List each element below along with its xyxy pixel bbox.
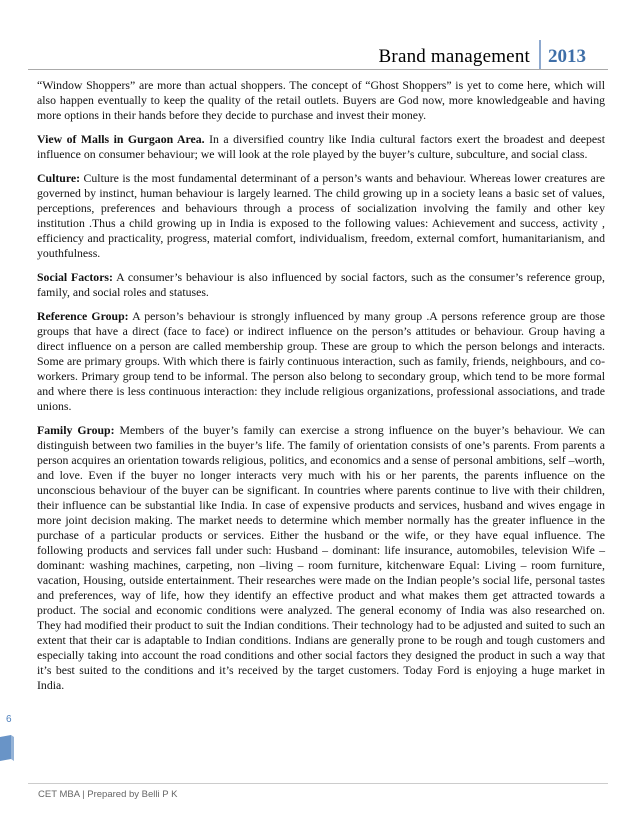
paragraph-heading: Culture: <box>37 171 81 185</box>
paragraph-reference-group <box>37 309 605 414</box>
paragraph-heading: View of Malls in Gurgaon Area. <box>37 132 205 146</box>
page-header <box>379 38 586 70</box>
page-number: 6 <box>6 714 12 725</box>
paragraph-malls <box>37 132 605 162</box>
paragraph-text: Culture is the most fundamental determinant of a person’s wants and behaviour. Whereas lower creatures are governed by instinct, human behaviour is largely learned. The child growing up in a society leans a basic set of values, perceptions, preferences and behaviours through a process of socialization involving the family and other key institution .Thus a child growing up in India is exposed to the following values: Achievement and success, activity , efficiency and practicality, progress, material comfort, individualism, freedom, external comfort, humanitarianism, and youthfulness. <box>37 171 605 260</box>
header-rule <box>28 69 608 70</box>
document-title: Brand management <box>378 46 530 67</box>
body-content <box>37 78 605 702</box>
footer-rule <box>28 783 608 784</box>
paragraph-culture <box>37 171 605 261</box>
paragraph-intro <box>37 78 605 123</box>
paragraph-social-factors <box>37 270 605 300</box>
paragraph-heading: Family Group: <box>37 423 115 437</box>
page-tab-icon <box>0 735 14 761</box>
paragraph-heading: Social Factors: <box>37 270 113 284</box>
paragraph-text: “Window Shoppers” are more than actual shoppers. The concept of “Ghost Shoppers” is yet to come here, which will also happen eventually to keep the quality of the retail outlets. Buyers are God now, more knowledgeable and having more options in their hands before they decide to purchase and invest their money. <box>37 78 605 122</box>
paragraph-text: A person’s behaviour is strongly influenced by many group .A persons reference group are those groups that have a direct (face to face) or indirect influence on the person’s attitudes or behaviour. Group having a direct influence on a person are called membership group. These are group to which the person belongs and interacts. Some are primary groups. With which there is fairly continuous interaction, such as family, friends, neighbours, and co-workers. Primary group tend to be informal. The person also belong to secondary group, which tend to be more formal and where there is less continuous interaction: they include religious organizations, professional associations, and trade unions. <box>37 309 606 413</box>
paragraph-family-group <box>37 423 605 693</box>
page-footer: CET MBA | Prepared by Belli P K <box>38 789 178 800</box>
paragraph-text: A consumer’s behaviour is also influenced by social factors, such as the consumer’s reference group, family, and social roles and statuses. <box>37 270 605 299</box>
paragraph-heading: Reference Group: <box>37 309 129 323</box>
document-year: 2013 <box>548 46 586 67</box>
paragraph-text: In a diversified country like India cultural factors exert the broadest and deepest influence on consumer behaviour; we will look at the role played by the buyer’s culture, subculture, and social class. <box>37 132 605 161</box>
paragraph-text: Members of the buyer’s family can exercise a strong influence on the buyer’s behaviour. We can distinguish between two families in the buyer’s life. The family of orientation consists of one’s parents. From parents a person acquires an orientation towards religious, politics, and economics and a sense of personal ambitions, self –worth, and love. Even if the buyer no longer interacts very much with his or her parents, the parents influence on the unconscious behaviour of the buyer can be significant. In countries where parents continue to live with their children, their influence can be substantial like India. In case of expensive products and services, husband and wives engage in more joint decision making. The market needs to determine which member normally has the greater influence in the purchase of a particular products or services. Either the husband or the wife, or they have equal influence. The following products and services fall under such: Husband – dominant: life insurance, automobiles, television Wife – dominant: washing machines, carpeting, non –living – room furniture, kitchenware Equal: Living – room furniture, vacation, Housing, outside entertainment. Their researches were made on the Indian people’s social life, personal tastes and preferences, way of life, how they identify an effective product and what makes them get attracted towards a product. The social and economic conditions were analyzed. The general economy of India was also researched on. They had modified their product to suit the Indian conditions. Their technology had to be adjusted and suited to such an extent that their car is adaptable to Indian conditions. Indians are generally prone to be rough and tough customers and especially taking into account the road conditions and other social factors they designed the product in such a way that it’s best suited to the conditions and it’s received by the target customers. Today Ford is enjoying a huge market in India. <box>37 423 605 692</box>
